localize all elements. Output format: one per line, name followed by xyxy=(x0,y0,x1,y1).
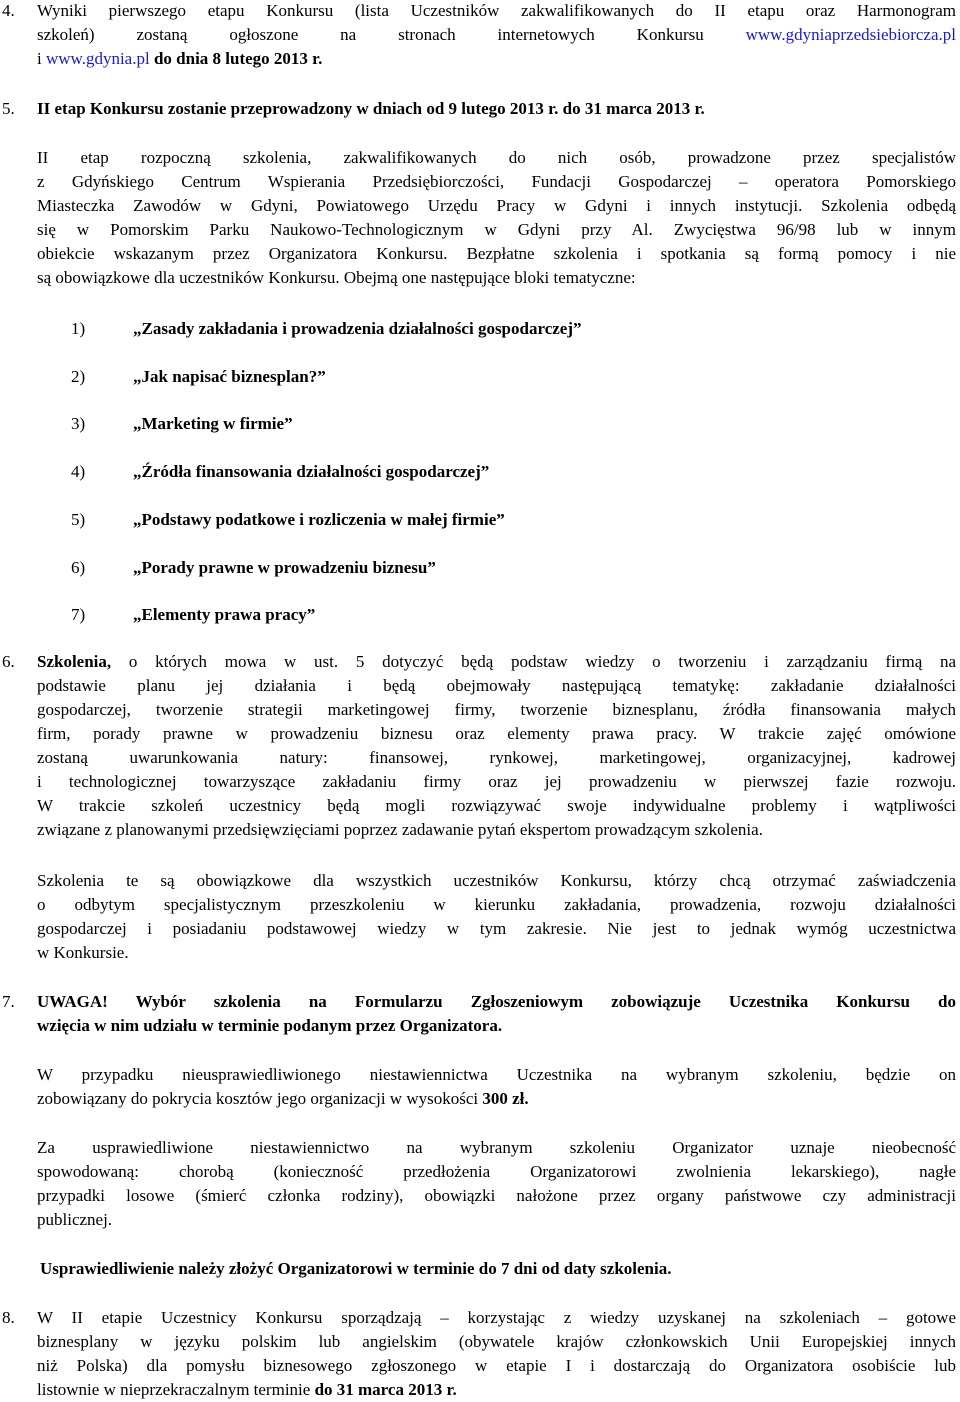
block-title: „Marketing w firmie” xyxy=(133,414,293,433)
p8-line: niż Polska) dla pomysłu biznesowego zgłoszonego w etapie I i dostarczają do Organizatora osobiście lub xyxy=(37,1356,956,1375)
p6-line-1 xyxy=(37,651,956,673)
block-title: „Jak napisać biznesplan?” xyxy=(133,367,326,386)
block-title: „Porady prawne w prowadzeniu biznesu” xyxy=(133,558,436,577)
block-number: 2) xyxy=(71,367,86,386)
p6-line: zostaną uwarunkowania natury: finansowej, rynkowej, marketingowej, organizacyjnej, kadrowej xyxy=(37,748,956,767)
p6-line: firm, porady prawne w prowadzeniu biznesu oraz elementy prawa pracy. W trakcie zajęć omówione xyxy=(37,724,956,743)
block-title: „Źródła finansowania działalności gospodarczej” xyxy=(133,462,490,481)
p6-para2-line: gospodarczej i posiadaniu podstawowej wiedzy w tym zakresie. Nie jest to jednak wymóg uczestnictwa xyxy=(37,919,956,938)
p4-line-2 xyxy=(37,24,956,46)
p6-line: podstawie planu jej działania i będą obejmowały następującą tematykę: zakładanie działalności xyxy=(37,676,956,695)
item-number: 5. xyxy=(2,99,15,118)
p4-line-3-prefix: i xyxy=(37,49,42,68)
item-number: 7. xyxy=(2,992,15,1011)
p5-line: z Gdyńskiego Centrum Wspierania Przedsiębiorczości, Fundacji Gospodarczej – operatora Pomorskiego xyxy=(37,172,956,191)
p7-para3-line: spowodowaną: chorobą (konieczność przedłożenia Organizatorowi zwolnienia lekarskiego), nagłe xyxy=(37,1162,956,1181)
item-number: 8. xyxy=(2,1308,15,1327)
p6-line: W trakcie szkoleń uczestnicy będą mogli rozwiązywać swoje indywidualne problemy i wątpliwości xyxy=(37,796,956,815)
block-number: 7) xyxy=(71,605,86,624)
p6-line: gospodarczej, tworzenie strategii marketingowej firmy, tworzenie biznesplanu, źródła finansowania małych xyxy=(37,700,956,719)
gdynia-link[interactable]: www.gdynia.pl xyxy=(45,49,150,68)
p6-para2-line: w Konkursie. xyxy=(37,943,129,962)
p6-para2-line: o odbytym specjalistycznym przeszkoleniu w kierunku zakładania, prowadzenia, rozwoju działalności xyxy=(37,895,956,914)
block-number: 6) xyxy=(71,558,86,577)
p5-line: Miasteczka Zawodów w Gdyni, Powiatowego Urzędu Pracy w Gdyni i innych instytucji. Szkolenia odbędą xyxy=(37,196,956,215)
p7-note: Usprawiedliwienie należy złożyć Organizatorowi w terminie do 7 dni od daty szkolenia. xyxy=(40,1259,672,1278)
p6-line: i technologicznej towarzyszące zakładaniu firmy oraz jej prowadzeniu w pierwszej fazie rozwoju. xyxy=(37,772,956,791)
block-title: „Zasady zakładania i prowadzenia działalności gospodarczej” xyxy=(133,319,582,338)
p4-line-3 xyxy=(37,48,322,70)
gdyniaprzedsiebiorcza-link[interactable]: www.gdyniaprzedsiebiorcza.pl xyxy=(745,25,956,44)
p4-deadline: do dnia 8 lutego 2013 r. xyxy=(153,49,323,68)
block-title: „Elementy prawa pracy” xyxy=(133,605,316,624)
p8-line: W II etapie Uczestnicy Konkursu sporządzają – korzystając z wiedzy uzyskanej na szkoleniach – gotowe xyxy=(37,1308,956,1327)
p4-line-2-text: szkoleń) zostaną ogłoszone na stronach internetowych Konkursu xyxy=(37,25,704,44)
p5-line: się w Pomorskim Parku Naukowo-Technologicznym w Gdyni przy Al. Zwycięstwa 96/98 lub w innym xyxy=(37,220,956,239)
p5-heading: II etap Konkursu zostanie przeprowadzony w dniach od 9 lutego 2013 r. do 31 marca 2013 r. xyxy=(37,99,705,118)
p6-para2-line: Szkolenia te są obowiązkowe dla wszystkich uczestników Konkursu, którzy chcą otrzymać zaświadczenia xyxy=(37,871,956,890)
item-number: 4. xyxy=(2,1,15,20)
p6-lead: Szkolenia, xyxy=(37,652,112,671)
block-number: 1) xyxy=(71,319,86,338)
p7-para3-line: Za usprawiedliwione niestawiennictwo na wybranym szkoleniu Organizator uznaje nieobecność xyxy=(37,1138,956,1157)
p8-last-text: listownie w nieprzekraczalnym terminie xyxy=(37,1380,311,1399)
p7-fee: 300 zł. xyxy=(482,1089,529,1108)
p6-line-1-text: o których mowa w ust. 5 dotyczyć będą podstaw wiedzy o tworzeniu i zarządzaniu firmą na xyxy=(128,652,957,671)
p5-line: obiekcie wskazanym przez Organizatora Konkursu. Bezpłatne szkolenia i spotkania są formą pomocy i nie xyxy=(37,244,956,263)
block-number: 4) xyxy=(71,462,86,481)
p7-para2-line-2 xyxy=(37,1088,529,1110)
block-number: 5) xyxy=(71,510,86,529)
p8-last-line xyxy=(37,1379,457,1401)
block-title: „Podstawy podatkowe i rozliczenia w małej firmie” xyxy=(133,510,505,529)
p8-line: biznesplany w języku polskim lub angielskim (obywatele krajów członkowskich Unii Europejskiej innych xyxy=(37,1332,956,1351)
p8-deadline: do 31 marca 2013 r. xyxy=(314,1380,457,1399)
p6-line: związane z planowanymi przedsięwzięciami poprzez zadawanie pytań ekspertom prowadzącym szkolenia. xyxy=(37,820,763,839)
p7-warning-line-1: UWAGA! Wybór szkolenia na Formularzu Zgłoszeniowym zobowiązuje Uczestnika Konkursu do xyxy=(37,992,956,1011)
p4-line-1: Wyniki pierwszego etapu Konkursu (lista Uczestników zakwalifikowanych do II etapu oraz Harmonogram xyxy=(37,1,956,20)
p7-para2-line-1: W przypadku nieusprawiedliwionego niestawiennictwa Uczestnika na wybranym szkoleniu, będzie on xyxy=(37,1065,956,1084)
p5-line: II etap rozpoczną szkolenia, zakwalifikowanych do nich osób, prowadzone przez specjalistów xyxy=(37,148,956,167)
p7-para2-text: zobowiązany do pokrycia kosztów jego organizacji w wysokości xyxy=(37,1089,479,1108)
p7-para3-line: publicznej. xyxy=(37,1210,113,1229)
p7-para3-line: przypadki losowe (śmierć członka rodziny), obowiązki nałożone przez organy państwowe czy administracji xyxy=(37,1186,956,1205)
p7-warning-line-2: wzięcia w nim udziału w terminie podanym przez Organizatora. xyxy=(37,1016,503,1035)
item-number: 6. xyxy=(2,652,15,671)
block-number: 3) xyxy=(71,414,86,433)
p5-line: są obowiązkowe dla uczestników Konkursu. Obejmą one następujące bloki tematyczne: xyxy=(37,268,636,287)
